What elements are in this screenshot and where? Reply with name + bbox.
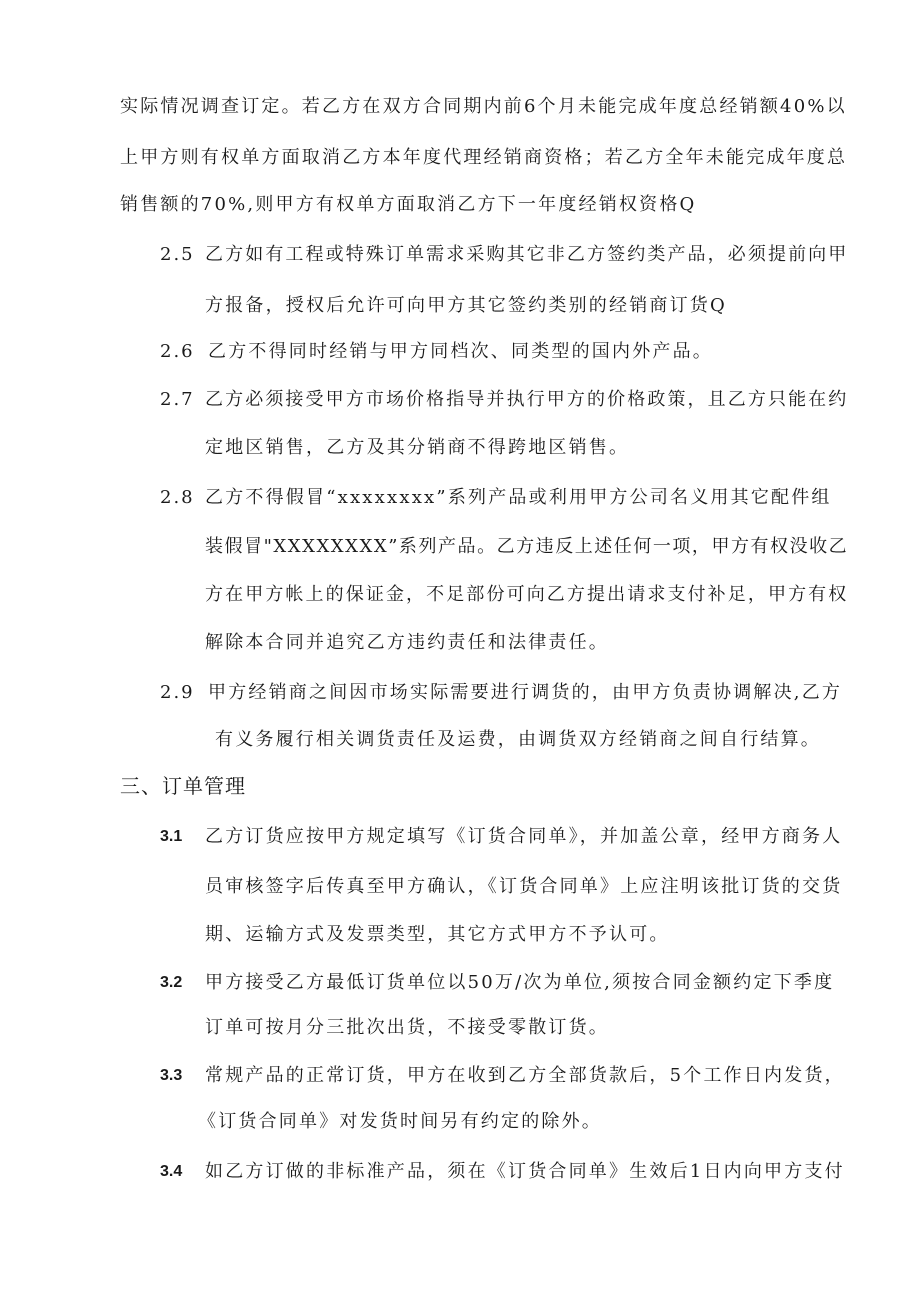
clause-number-3-2: 3.2 — [160, 974, 183, 991]
section-heading-order-management: 三、订单管理 — [120, 776, 246, 798]
clause-2-8-line-3: 方在甲方帐上的保证金，不足部份可向乙方提出请求支付补足，甲方有权 — [205, 584, 849, 605]
clause-number-3-3: 3.3 — [160, 1067, 183, 1084]
clause-number-3-4: 3.4 — [160, 1163, 183, 1180]
clause-2-7-line-1: 乙方必须接受甲方市场价格指导并执行甲方的价格政策，且乙方只能在约 — [205, 389, 849, 410]
clause-3-2-line-2: 订单可按月分三批次出货，不接受零散订货。 — [205, 1017, 609, 1038]
clause-2-5-line-1: 乙方如有工程或特殊订单需求采购其它非乙方签约类产品，必须提前向甲 — [205, 244, 849, 265]
clause-number-2-5: 2.5 — [160, 244, 195, 265]
clause-number-2-9: 2.9 — [160, 682, 195, 703]
clause-number-2-8: 2.8 — [160, 487, 195, 508]
intro-line-1: 实际情况调查订定。若乙方在双方合同期内前6个月未能完成年度总经销额40%以 — [120, 96, 847, 117]
clause-2-9-line-2: 有义务履行相关调货责任及运费，由调货双方经销商之间自行结算。 — [215, 729, 821, 750]
clause-3-1-line-3: 期、运输方式及发票类型，其它方式甲方不予认可。 — [205, 924, 670, 945]
clause-3-3-line-2: 《订货合同单》对发货时间另有约定的除外。 — [198, 1111, 602, 1132]
clause-2-8-line-4: 解除本合同并追究乙方违约责任和法律责任。 — [205, 632, 609, 653]
clause-2-7-line-2: 定地区销售，乙方及其分销商不得跨地区销售。 — [205, 437, 630, 458]
clause-2-5-line-2: 方报备，授权后允许可向甲方其它签约类别的经销商订货Q — [205, 295, 727, 316]
intro-line-3: 销售额的70%,则甲方有权单方面取消乙方下一年度经销权资格Q — [120, 194, 697, 215]
clause-3-3-line-1: 常规产品的正常订货，甲方在收到乙方全部货款后，5个工作日内发货， — [205, 1065, 845, 1086]
clause-number-2-7: 2.7 — [160, 389, 195, 410]
clause-3-1-line-1: 乙方订货应按甲方规定填写《订货合同单》，并加盖公章，经甲方商务人 — [205, 826, 843, 847]
clause-3-1-line-2: 员审核签字后传真至甲方确认，《订货合同单》上应注明该批订货的交货 — [205, 876, 843, 897]
clause-number-2-6: 2.6 — [160, 341, 195, 362]
clause-2-8-line-1: 乙方不得假冒“xxxxxxxx”系列产品或利用甲方公司名义用其它配件组 — [205, 487, 832, 508]
clause-2-9-line-1: 甲方经销商之间因市场实际需要进行调货的，由甲方负责协调解决,乙方 — [208, 682, 843, 703]
clause-3-2-line-1: 甲方接受乙方最低订货单位以50万/次为单位,须按合同金额约定下季度 — [205, 972, 835, 993]
clause-2-8-line-2: 装假冒"XXXXXXXX”系列产品。乙方违反上述任何一项，甲方有权没收乙 — [205, 536, 849, 557]
clause-2-6-line-1: 乙方不得同时经销与甲方同档次、同类型的国内外产品。 — [208, 341, 713, 362]
intro-line-2: 上甲方则有权单方面取消乙方本年度代理经销商资格；若乙方全年未能完成年度总 — [120, 147, 848, 168]
clause-number-3-1: 3.1 — [160, 828, 183, 845]
clause-3-4-line-1: 如乙方订做的非标准产品，须在《订货合同单》生效后1日内向甲方支付 — [205, 1161, 845, 1182]
